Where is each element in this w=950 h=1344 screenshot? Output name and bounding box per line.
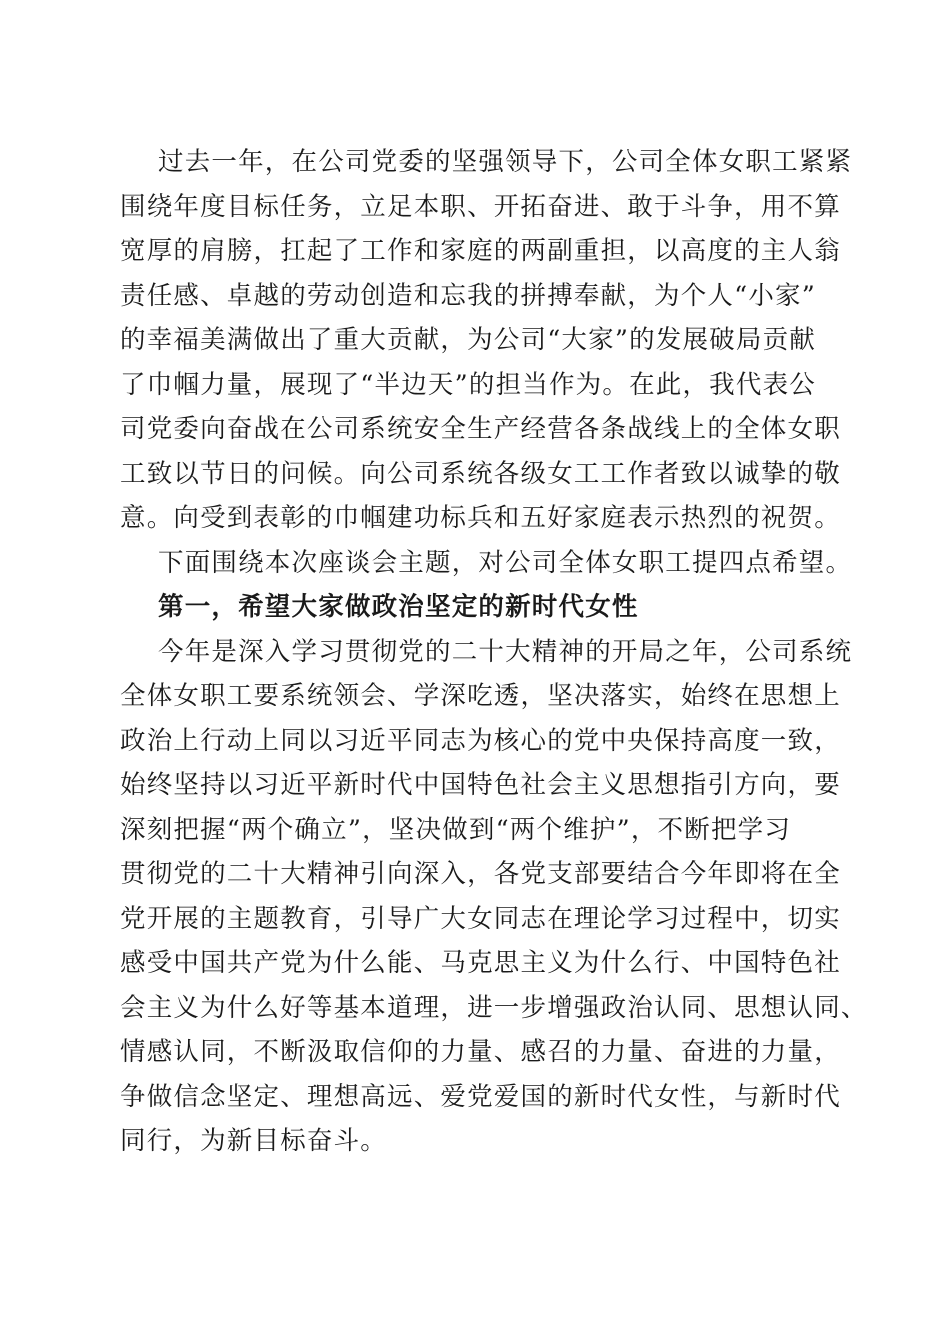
paragraph-line: 了巾帼力量，展现了“半边天”的担当作为。在此，我代表公 bbox=[120, 369, 816, 400]
paragraph-line: 围绕年度目标任务，立足本职、开拓奋进、敢于斗争，用不算 bbox=[120, 191, 841, 222]
document-body bbox=[120, 140, 868, 1164]
paragraph-2: 下面围绕本次座谈会主题，对公司全体女职工提四点希望。 bbox=[158, 547, 853, 578]
paragraph-line: 贯彻党的二十大精神引向深入，各党支部要结合今年即将在全 bbox=[120, 859, 841, 889]
paragraph-line: 宽厚的肩膀，扛起了工作和家庭的两副重担，以高度的主人翁 bbox=[120, 236, 841, 266]
paragraph-line: 今年是深入学习贯彻党的二十大精神的开局之年，公司系统 bbox=[158, 636, 853, 667]
paragraph-line: 感受中国共产党为什么能、马克思主义为什么行、中国特色社 bbox=[120, 948, 841, 978]
paragraph-3 bbox=[120, 630, 868, 1164]
paragraph-line: 责任感、卓越的劳动创造和忘我的拼搏奉献，为个人“小家” bbox=[120, 280, 816, 311]
paragraph-1 bbox=[120, 140, 853, 541]
paragraph-line: 会主义为什么好等基本道理，进一步增强政治认同、思想认同、 bbox=[120, 992, 868, 1023]
paragraph-line: 司党委向奋战在公司系统安全生产经营各条战线上的全体女职 bbox=[120, 414, 841, 444]
paragraph-line: 情感认同，不断汲取信仰的力量、感召的力量、奋进的力量， bbox=[120, 1037, 841, 1067]
paragraph-line: 深刻把握“两个确立”，坚决做到“两个维护”，不断把学习 bbox=[120, 814, 792, 845]
paragraph-line: 同行，为新目标奋斗。 bbox=[120, 1126, 388, 1156]
paragraph-line: 政治上行动上同以习近平同志为核心的党中央保持高度一致， bbox=[120, 725, 841, 756]
paragraph-line: 全体女职工要系统领会、学深吃透，坚决落实，始终在思想上 bbox=[120, 681, 841, 711]
section-heading: 第一，希望大家做政治坚定的新时代女性 bbox=[158, 592, 639, 622]
paragraph-line: 争做信念坚定、理想高远、爱党爱国的新时代女性，与新时代 bbox=[120, 1081, 841, 1112]
paragraph-line: 始终坚持以习近平新时代中国特色社会主义思想指引方向，要 bbox=[120, 770, 841, 800]
paragraph-line: 工致以节日的问候。向公司系统各级女工工作者致以诚挚的敬 bbox=[120, 458, 841, 489]
paragraph-line: 过去一年，在公司党委的坚强领导下，公司全体女职工紧紧 bbox=[158, 147, 853, 177]
paragraph-line: 意。向受到表彰的巾帼建功标兵和五好家庭表示热烈的祝贺。 bbox=[120, 503, 841, 533]
paragraph-line: 党开展的主题教育，引导广大女同志在理论学习过程中，切实 bbox=[120, 903, 841, 934]
paragraph-line: 的幸福美满做出了重大贡献，为公司“大家”的发展破局贡献 bbox=[120, 325, 816, 355]
